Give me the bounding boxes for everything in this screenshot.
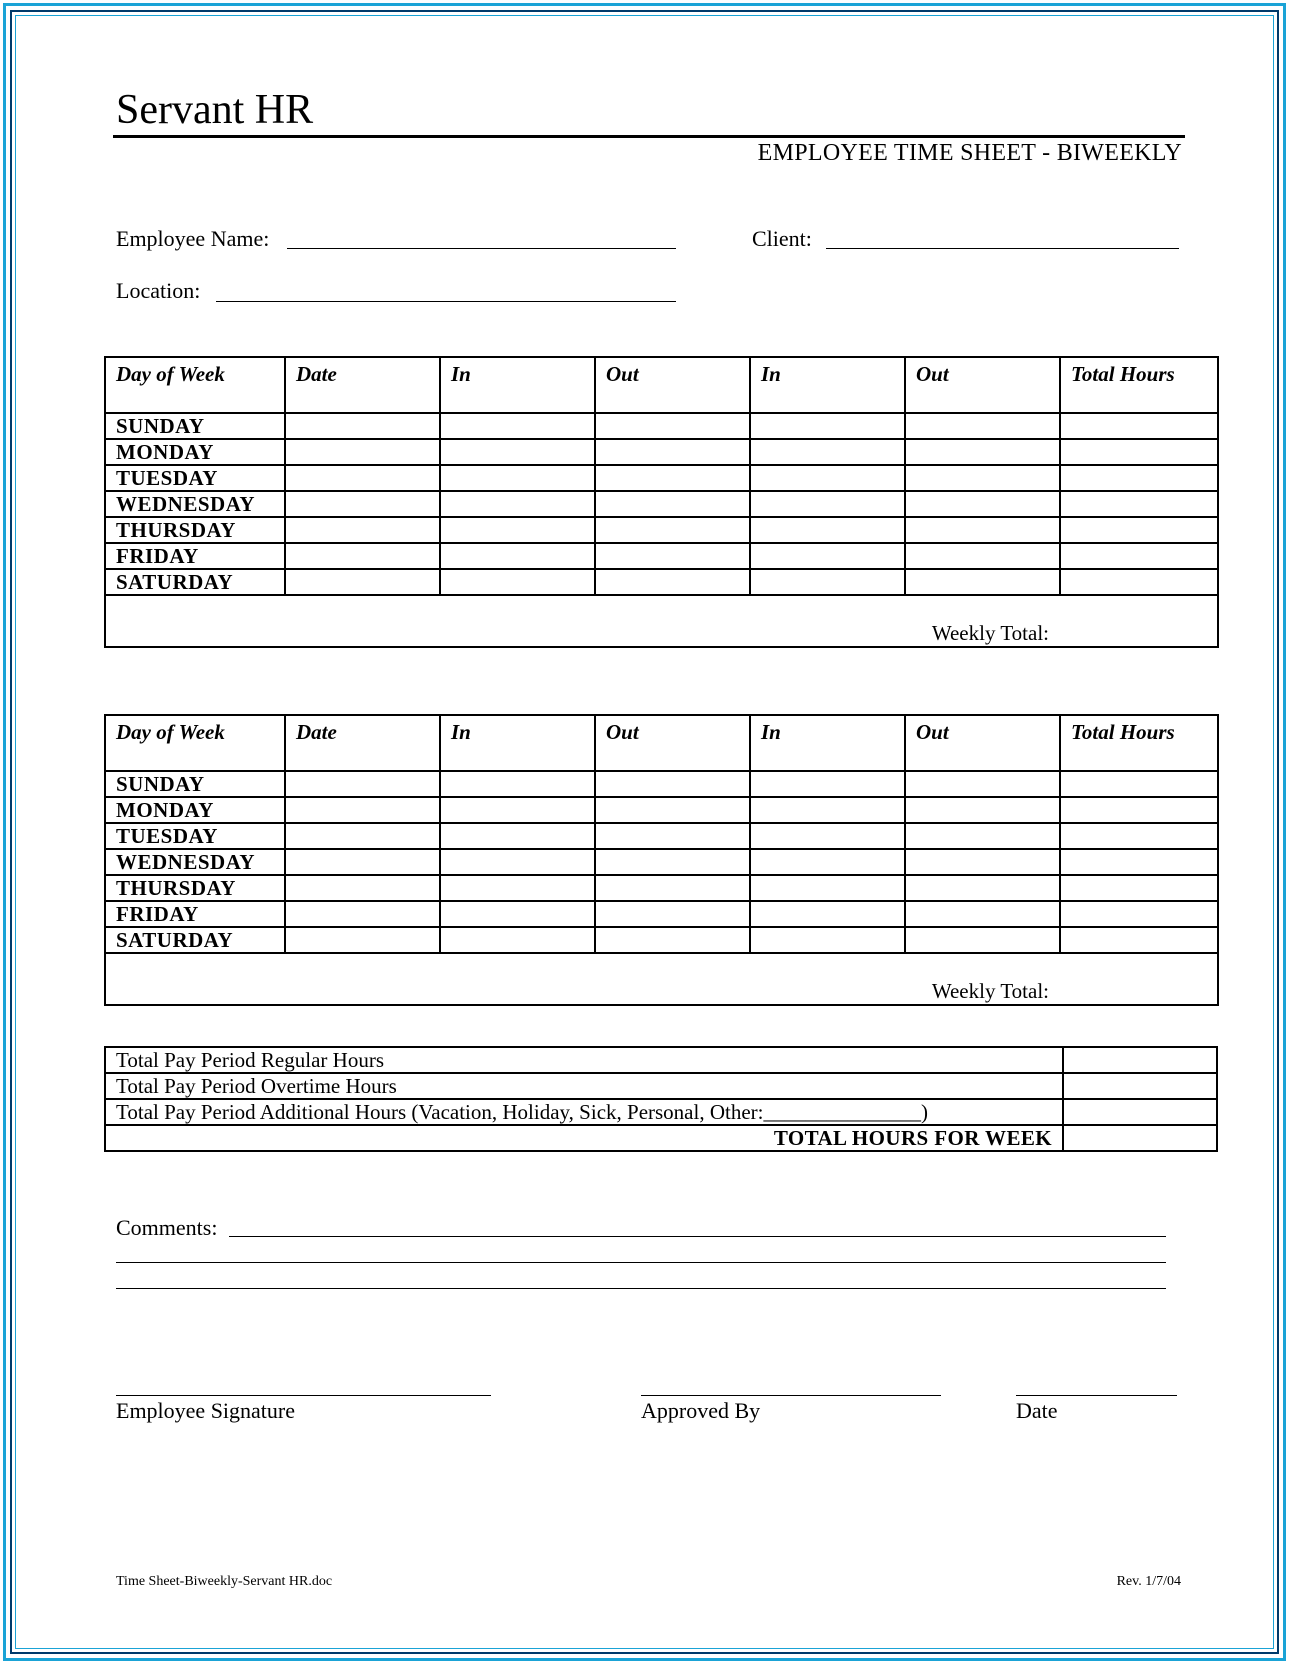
date-label: Date bbox=[1016, 1398, 1058, 1423]
day-row bbox=[105, 465, 1218, 491]
out-cell[interactable] bbox=[905, 927, 1060, 953]
total-hours-cell[interactable] bbox=[1060, 849, 1218, 875]
date-cell[interactable] bbox=[285, 569, 440, 595]
company-name: Servant HR bbox=[116, 87, 314, 133]
employee-name-field[interactable] bbox=[287, 248, 676, 249]
in-cell[interactable] bbox=[440, 771, 595, 797]
out-cell[interactable] bbox=[905, 517, 1060, 543]
regular-hours-label: Total Pay Period Regular Hours bbox=[105, 1047, 1063, 1073]
out-cell[interactable] bbox=[595, 569, 750, 595]
day-label: MONDAY bbox=[105, 439, 285, 465]
in-cell[interactable] bbox=[750, 797, 905, 823]
in-cell[interactable] bbox=[440, 823, 595, 849]
week-1-table bbox=[104, 356, 1219, 648]
total-hours-cell[interactable] bbox=[1060, 875, 1218, 901]
regular-hours-row bbox=[105, 1047, 1217, 1073]
total-hours-row bbox=[105, 1125, 1217, 1151]
out-cell[interactable] bbox=[905, 543, 1060, 569]
date-line[interactable] bbox=[1016, 1395, 1177, 1396]
day-row bbox=[105, 823, 1218, 849]
weekly-total-label: Weekly Total: bbox=[931, 621, 1049, 645]
approved-by-label: Approved By bbox=[641, 1398, 761, 1423]
in-cell[interactable] bbox=[750, 491, 905, 517]
header-in: In bbox=[440, 715, 595, 771]
footer-filename: Time Sheet-Biweekly-Servant HR.doc bbox=[116, 1574, 333, 1589]
day-row bbox=[105, 797, 1218, 823]
in-cell[interactable] bbox=[750, 439, 905, 465]
overtime-hours-label: Total Pay Period Overtime Hours bbox=[105, 1073, 1063, 1099]
out-cell[interactable] bbox=[905, 465, 1060, 491]
footer-revision: Rev. 1/7/04 bbox=[1116, 1574, 1181, 1589]
in-cell[interactable] bbox=[440, 849, 595, 875]
total-hours-cell[interactable] bbox=[1060, 927, 1218, 953]
out-cell[interactable] bbox=[595, 901, 750, 927]
total-hours-cell[interactable] bbox=[1060, 465, 1218, 491]
day-row bbox=[105, 543, 1218, 569]
total-hours-cell[interactable] bbox=[1060, 771, 1218, 797]
header-date: Date bbox=[285, 715, 440, 771]
day-row bbox=[105, 875, 1218, 901]
header-in: In bbox=[440, 357, 595, 413]
date-cell[interactable] bbox=[285, 797, 440, 823]
in-cell[interactable] bbox=[750, 771, 905, 797]
total-hours-value[interactable] bbox=[1063, 1125, 1217, 1151]
in-cell[interactable] bbox=[750, 927, 905, 953]
in-cell[interactable] bbox=[440, 517, 595, 543]
date-cell[interactable] bbox=[285, 849, 440, 875]
out-cell[interactable] bbox=[595, 875, 750, 901]
total-hours-cell[interactable] bbox=[1060, 413, 1218, 439]
in-cell[interactable] bbox=[750, 849, 905, 875]
out-cell[interactable] bbox=[905, 491, 1060, 517]
pay-period-totals-table bbox=[104, 1046, 1218, 1152]
in-cell[interactable] bbox=[440, 927, 595, 953]
week-2-table bbox=[104, 714, 1219, 1006]
day-row bbox=[105, 517, 1218, 543]
header-total-hours: Total Hours bbox=[1060, 357, 1218, 413]
header-in: In bbox=[750, 715, 905, 771]
out-cell[interactable] bbox=[595, 771, 750, 797]
client-label: Client: bbox=[752, 226, 812, 251]
week-1-weekly-total-row bbox=[105, 595, 1218, 647]
overtime-hours-value[interactable] bbox=[1063, 1073, 1217, 1099]
day-label: TUESDAY bbox=[105, 465, 285, 491]
out-cell[interactable] bbox=[595, 465, 750, 491]
total-hours-cell[interactable] bbox=[1060, 901, 1218, 927]
out-cell[interactable] bbox=[595, 543, 750, 569]
in-cell[interactable] bbox=[440, 465, 595, 491]
additional-hours-value[interactable] bbox=[1063, 1099, 1217, 1125]
in-cell[interactable] bbox=[440, 569, 595, 595]
additional-hours-row bbox=[105, 1099, 1217, 1125]
header-out: Out bbox=[905, 357, 1060, 413]
out-cell[interactable] bbox=[905, 439, 1060, 465]
day-label: TUESDAY bbox=[105, 823, 285, 849]
employee-signature-line[interactable] bbox=[116, 1395, 491, 1396]
in-cell[interactable] bbox=[750, 543, 905, 569]
date-cell[interactable] bbox=[285, 927, 440, 953]
additional-hours-label: Total Pay Period Additional Hours (Vacation, Holiday, Sick, Personal, Other:_______________) bbox=[105, 1099, 1063, 1125]
day-row bbox=[105, 901, 1218, 927]
total-hours-cell[interactable] bbox=[1060, 569, 1218, 595]
in-cell[interactable] bbox=[440, 491, 595, 517]
in-cell[interactable] bbox=[750, 517, 905, 543]
location-field[interactable] bbox=[216, 301, 676, 302]
in-cell[interactable] bbox=[440, 439, 595, 465]
day-label: WEDNESDAY bbox=[105, 849, 285, 875]
in-cell[interactable] bbox=[440, 797, 595, 823]
employee-signature-label: Employee Signature bbox=[116, 1398, 296, 1423]
client-field[interactable] bbox=[826, 248, 1179, 249]
date-cell[interactable] bbox=[285, 543, 440, 569]
date-cell[interactable] bbox=[285, 771, 440, 797]
out-cell[interactable] bbox=[905, 569, 1060, 595]
day-label: THURSDAY bbox=[105, 517, 285, 543]
total-hours-cell[interactable] bbox=[1060, 517, 1218, 543]
total-hours-cell[interactable] bbox=[1060, 491, 1218, 517]
day-label: FRIDAY bbox=[105, 901, 285, 927]
day-row bbox=[105, 569, 1218, 595]
comments-line-1[interactable] bbox=[229, 1236, 1166, 1237]
in-cell[interactable] bbox=[750, 413, 905, 439]
day-row bbox=[105, 849, 1218, 875]
title-rule bbox=[113, 135, 1185, 138]
header-out: Out bbox=[905, 715, 1060, 771]
comments-line-2[interactable] bbox=[116, 1262, 1166, 1263]
date-cell[interactable] bbox=[285, 823, 440, 849]
in-cell[interactable] bbox=[440, 543, 595, 569]
out-cell[interactable] bbox=[595, 491, 750, 517]
out-cell[interactable] bbox=[595, 927, 750, 953]
comments-line-3[interactable] bbox=[116, 1288, 1166, 1289]
document-title: EMPLOYEE TIME SHEET - BIWEEKLY bbox=[757, 140, 1182, 166]
day-label: SATURDAY bbox=[105, 569, 285, 595]
out-cell[interactable] bbox=[905, 901, 1060, 927]
day-row bbox=[105, 413, 1218, 439]
employee-name-label: Employee Name: bbox=[116, 226, 270, 251]
header-day-of-week: Day of Week bbox=[105, 357, 285, 413]
day-label: SATURDAY bbox=[105, 927, 285, 953]
out-cell[interactable] bbox=[905, 823, 1060, 849]
approved-by-line[interactable] bbox=[641, 1395, 941, 1396]
day-label: THURSDAY bbox=[105, 875, 285, 901]
out-cell[interactable] bbox=[595, 797, 750, 823]
date-cell[interactable] bbox=[285, 517, 440, 543]
header-day-of-week: Day of Week bbox=[105, 715, 285, 771]
week-2-header-row bbox=[105, 715, 1218, 771]
day-row bbox=[105, 927, 1218, 953]
day-label: MONDAY bbox=[105, 797, 285, 823]
in-cell[interactable] bbox=[750, 569, 905, 595]
out-cell[interactable] bbox=[595, 517, 750, 543]
date-cell[interactable] bbox=[285, 439, 440, 465]
out-cell[interactable] bbox=[905, 875, 1060, 901]
day-row bbox=[105, 439, 1218, 465]
in-cell[interactable] bbox=[440, 875, 595, 901]
header-out: Out bbox=[595, 357, 750, 413]
week-1-header-row bbox=[105, 357, 1218, 413]
out-cell[interactable] bbox=[595, 823, 750, 849]
weekly-total-label: Weekly Total: bbox=[931, 979, 1049, 1003]
total-hours-cell[interactable] bbox=[1060, 797, 1218, 823]
in-cell[interactable] bbox=[750, 901, 905, 927]
date-cell[interactable] bbox=[285, 465, 440, 491]
header-in: In bbox=[750, 357, 905, 413]
out-cell[interactable] bbox=[595, 439, 750, 465]
total-hours-cell[interactable] bbox=[1060, 823, 1218, 849]
out-cell[interactable] bbox=[595, 413, 750, 439]
header-out: Out bbox=[595, 715, 750, 771]
regular-hours-value[interactable] bbox=[1063, 1047, 1217, 1073]
day-label: WEDNESDAY bbox=[105, 491, 285, 517]
date-cell[interactable] bbox=[285, 413, 440, 439]
in-cell[interactable] bbox=[750, 823, 905, 849]
header-date: Date bbox=[285, 357, 440, 413]
date-cell[interactable] bbox=[285, 491, 440, 517]
week-2-weekly-total-row bbox=[105, 953, 1218, 1005]
day-row bbox=[105, 771, 1218, 797]
out-cell[interactable] bbox=[905, 413, 1060, 439]
overtime-hours-row bbox=[105, 1073, 1217, 1099]
comments-label: Comments: bbox=[116, 1215, 218, 1240]
header-total-hours: Total Hours bbox=[1060, 715, 1218, 771]
total-hours-label: TOTAL HOURS FOR WEEK bbox=[105, 1125, 1063, 1151]
day-label: SUNDAY bbox=[105, 413, 285, 439]
in-cell[interactable] bbox=[440, 901, 595, 927]
in-cell[interactable] bbox=[750, 465, 905, 491]
out-cell[interactable] bbox=[905, 797, 1060, 823]
in-cell[interactable] bbox=[750, 875, 905, 901]
date-cell[interactable] bbox=[285, 875, 440, 901]
date-cell[interactable] bbox=[285, 901, 440, 927]
total-hours-cell[interactable] bbox=[1060, 439, 1218, 465]
day-label: FRIDAY bbox=[105, 543, 285, 569]
location-label: Location: bbox=[116, 278, 201, 303]
day-label: SUNDAY bbox=[105, 771, 285, 797]
day-row bbox=[105, 491, 1218, 517]
out-cell[interactable] bbox=[595, 849, 750, 875]
in-cell[interactable] bbox=[440, 413, 595, 439]
out-cell[interactable] bbox=[905, 771, 1060, 797]
total-hours-cell[interactable] bbox=[1060, 543, 1218, 569]
out-cell[interactable] bbox=[905, 849, 1060, 875]
